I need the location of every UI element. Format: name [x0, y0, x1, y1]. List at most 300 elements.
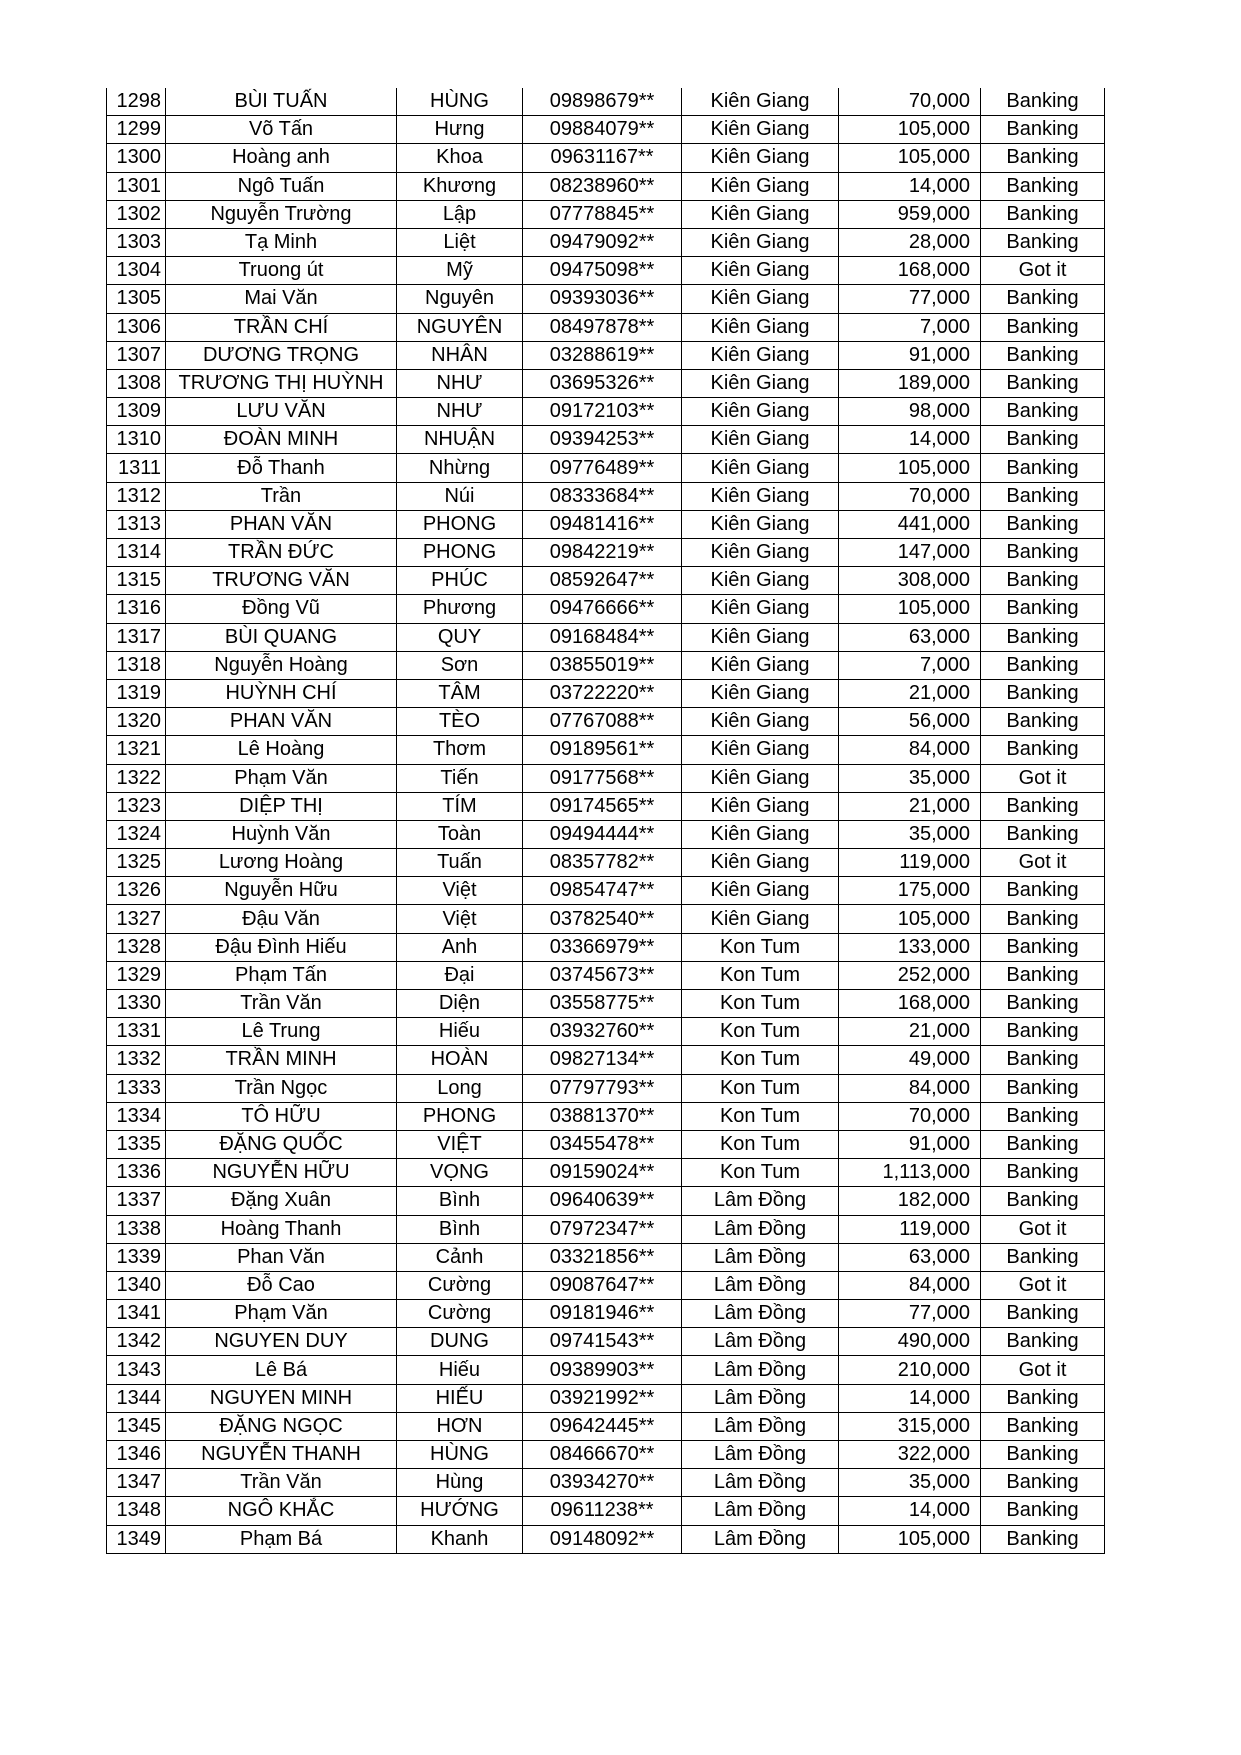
province-cell: Kiên Giang [682, 877, 839, 905]
payment-method-cell: Banking [981, 961, 1105, 989]
table-row [107, 1159, 1105, 1187]
table-row [107, 510, 1105, 538]
amount-cell: 70,000 [839, 1102, 981, 1130]
payment-method-cell: Banking [981, 1328, 1105, 1356]
phone-cell: 09898679** [523, 88, 682, 116]
province-cell: Kiên Giang [682, 708, 839, 736]
last-name-cell: ĐẶNG NGỌC [166, 1412, 397, 1440]
last-name-cell: Lương Hoàng [166, 849, 397, 877]
first-name-cell: HƯỚNG [397, 1497, 523, 1525]
row-number-cell: 1331 [107, 1018, 166, 1046]
table-row [107, 820, 1105, 848]
payment-method-cell: Banking [981, 426, 1105, 454]
row-number-cell: 1305 [107, 285, 166, 313]
province-cell: Kiên Giang [682, 510, 839, 538]
payment-method-cell: Banking [981, 454, 1105, 482]
amount-cell: 70,000 [839, 88, 981, 116]
province-cell: Lâm Đồng [682, 1441, 839, 1469]
amount-cell: 168,000 [839, 257, 981, 285]
table-row [107, 1271, 1105, 1299]
province-cell: Kon Tum [682, 1046, 839, 1074]
amount-cell: 119,000 [839, 849, 981, 877]
amount-cell: 210,000 [839, 1356, 981, 1384]
table-row [107, 1525, 1105, 1553]
row-number-cell: 1318 [107, 651, 166, 679]
province-cell: Kiên Giang [682, 567, 839, 595]
first-name-cell: PHONG [397, 539, 523, 567]
phone-cell: 03722220** [523, 679, 682, 707]
last-name-cell: Phạm Bá [166, 1525, 397, 1553]
phone-cell: 03782540** [523, 905, 682, 933]
last-name-cell: Lê Bá [166, 1356, 397, 1384]
phone-cell: 08497878** [523, 313, 682, 341]
payment-method-cell: Banking [981, 285, 1105, 313]
first-name-cell: DUNG [397, 1328, 523, 1356]
phone-cell: 08357782** [523, 849, 682, 877]
first-name-cell: TÍM [397, 792, 523, 820]
first-name-cell: Việt [397, 905, 523, 933]
row-number-cell: 1339 [107, 1243, 166, 1271]
first-name-cell: Đại [397, 961, 523, 989]
last-name-cell: Trần Văn [166, 990, 397, 1018]
payment-method-cell: Banking [981, 933, 1105, 961]
amount-cell: 105,000 [839, 595, 981, 623]
payment-method-cell: Banking [981, 341, 1105, 369]
amount-cell: 105,000 [839, 144, 981, 172]
first-name-cell: TÂM [397, 679, 523, 707]
province-cell: Kiên Giang [682, 651, 839, 679]
table-row [107, 905, 1105, 933]
payment-method-cell: Banking [981, 1046, 1105, 1074]
phone-cell: 03455478** [523, 1130, 682, 1158]
first-name-cell: Hiếu [397, 1018, 523, 1046]
table-row [107, 961, 1105, 989]
province-cell: Kiên Giang [682, 341, 839, 369]
phone-cell: 09776489** [523, 454, 682, 482]
last-name-cell: TRƯƠNG VĂN [166, 567, 397, 595]
row-number-cell: 1314 [107, 539, 166, 567]
table-row [107, 1300, 1105, 1328]
phone-cell: 09842219** [523, 539, 682, 567]
row-number-cell: 1347 [107, 1469, 166, 1497]
phone-cell: 03366979** [523, 933, 682, 961]
phone-cell: 09479092** [523, 228, 682, 256]
row-number-cell: 1326 [107, 877, 166, 905]
payment-method-cell: Banking [981, 1441, 1105, 1469]
payment-method-cell: Banking [981, 877, 1105, 905]
phone-cell: 07778845** [523, 200, 682, 228]
first-name-cell: TÈO [397, 708, 523, 736]
phone-cell: 09481416** [523, 510, 682, 538]
province-cell: Kiên Giang [682, 792, 839, 820]
last-name-cell: Đồng Vũ [166, 595, 397, 623]
amount-cell: 1,113,000 [839, 1159, 981, 1187]
payment-method-cell: Banking [981, 116, 1105, 144]
province-cell: Kiên Giang [682, 539, 839, 567]
province-cell: Kiên Giang [682, 764, 839, 792]
first-name-cell: NGUYÊN [397, 313, 523, 341]
payment-method-cell: Banking [981, 398, 1105, 426]
amount-cell: 441,000 [839, 510, 981, 538]
table-row [107, 144, 1105, 172]
first-name-cell: Sơn [397, 651, 523, 679]
amount-cell: 63,000 [839, 1243, 981, 1271]
last-name-cell: Trần Văn [166, 1469, 397, 1497]
first-name-cell: VỌNG [397, 1159, 523, 1187]
row-number-cell: 1302 [107, 200, 166, 228]
province-cell: Kiên Giang [682, 116, 839, 144]
last-name-cell: ĐẶNG QUỐC [166, 1130, 397, 1158]
first-name-cell: Núi [397, 482, 523, 510]
last-name-cell: PHAN VĂN [166, 708, 397, 736]
first-name-cell: Khoa [397, 144, 523, 172]
row-number-cell: 1342 [107, 1328, 166, 1356]
amount-cell: 490,000 [839, 1328, 981, 1356]
first-name-cell: Hưng [397, 116, 523, 144]
payment-method-cell: Banking [981, 623, 1105, 651]
payment-method-cell: Banking [981, 567, 1105, 595]
last-name-cell: DƯƠNG TRỌNG [166, 341, 397, 369]
amount-cell: 84,000 [839, 1074, 981, 1102]
table-row [107, 228, 1105, 256]
row-number-cell: 1330 [107, 990, 166, 1018]
phone-cell: 09181946** [523, 1300, 682, 1328]
phone-cell: 08466670** [523, 1441, 682, 1469]
amount-cell: 35,000 [839, 820, 981, 848]
phone-cell: 09642445** [523, 1412, 682, 1440]
table-row [107, 736, 1105, 764]
amount-cell: 7,000 [839, 651, 981, 679]
province-cell: Kon Tum [682, 1130, 839, 1158]
table-row [107, 877, 1105, 905]
province-cell: Lâm Đồng [682, 1243, 839, 1271]
phone-cell: 09741543** [523, 1328, 682, 1356]
amount-cell: 70,000 [839, 482, 981, 510]
table-row [107, 623, 1105, 651]
row-number-cell: 1299 [107, 116, 166, 144]
row-number-cell: 1319 [107, 679, 166, 707]
last-name-cell: Đặng Xuân [166, 1187, 397, 1215]
row-number-cell: 1334 [107, 1102, 166, 1130]
province-cell: Kon Tum [682, 961, 839, 989]
phone-cell: 03934270** [523, 1469, 682, 1497]
phone-cell: 09611238** [523, 1497, 682, 1525]
first-name-cell: Mỹ [397, 257, 523, 285]
payment-method-cell: Banking [981, 313, 1105, 341]
province-cell: Lâm Đồng [682, 1271, 839, 1299]
first-name-cell: Thơm [397, 736, 523, 764]
last-name-cell: TRẦN CHÍ [166, 313, 397, 341]
first-name-cell: Khương [397, 172, 523, 200]
phone-cell: 03558775** [523, 990, 682, 1018]
table-row [107, 679, 1105, 707]
amount-cell: 56,000 [839, 708, 981, 736]
first-name-cell: Liệt [397, 228, 523, 256]
payment-method-cell: Banking [981, 200, 1105, 228]
row-number-cell: 1341 [107, 1300, 166, 1328]
table-row [107, 313, 1105, 341]
first-name-cell: NHÂN [397, 341, 523, 369]
amount-cell: 35,000 [839, 1469, 981, 1497]
province-cell: Kiên Giang [682, 313, 839, 341]
table-row [107, 792, 1105, 820]
first-name-cell: Anh [397, 933, 523, 961]
row-number-cell: 1313 [107, 510, 166, 538]
province-cell: Kiên Giang [682, 482, 839, 510]
first-name-cell: HÙNG [397, 1441, 523, 1469]
amount-cell: 21,000 [839, 679, 981, 707]
table-row [107, 398, 1105, 426]
phone-cell: 03745673** [523, 961, 682, 989]
row-number-cell: 1335 [107, 1130, 166, 1158]
province-cell: Kiên Giang [682, 228, 839, 256]
first-name-cell: Cảnh [397, 1243, 523, 1271]
amount-cell: 322,000 [839, 1441, 981, 1469]
province-cell: Kiên Giang [682, 398, 839, 426]
province-cell: Kiên Giang [682, 454, 839, 482]
last-name-cell: Nguyễn Hữu [166, 877, 397, 905]
phone-cell: 09389903** [523, 1356, 682, 1384]
payment-method-cell: Banking [981, 228, 1105, 256]
row-number-cell: 1322 [107, 764, 166, 792]
last-name-cell: NGUYEN MINH [166, 1384, 397, 1412]
province-cell: Kiên Giang [682, 369, 839, 397]
amount-cell: 105,000 [839, 454, 981, 482]
table-row [107, 1497, 1105, 1525]
table-row [107, 1469, 1105, 1497]
payment-method-cell: Banking [981, 1102, 1105, 1130]
last-name-cell: PHAN VĂN [166, 510, 397, 538]
province-cell: Kon Tum [682, 1159, 839, 1187]
amount-cell: 119,000 [839, 1215, 981, 1243]
last-name-cell: TÔ HỮU [166, 1102, 397, 1130]
province-cell: Lâm Đồng [682, 1384, 839, 1412]
table-row [107, 285, 1105, 313]
phone-cell: 09631167** [523, 144, 682, 172]
table-row [107, 454, 1105, 482]
first-name-cell: Lập [397, 200, 523, 228]
province-cell: Kon Tum [682, 1074, 839, 1102]
province-cell: Kiên Giang [682, 623, 839, 651]
province-cell: Kon Tum [682, 933, 839, 961]
table-row [107, 88, 1105, 116]
last-name-cell: Mai Văn [166, 285, 397, 313]
phone-cell: 09827134** [523, 1046, 682, 1074]
province-cell: Lâm Đồng [682, 1497, 839, 1525]
table-body [107, 88, 1105, 1553]
amount-cell: 77,000 [839, 285, 981, 313]
last-name-cell: Ngô Tuấn [166, 172, 397, 200]
row-number-cell: 1308 [107, 369, 166, 397]
amount-cell: 84,000 [839, 736, 981, 764]
last-name-cell: Đỗ Thanh [166, 454, 397, 482]
payment-method-cell: Banking [981, 1243, 1105, 1271]
row-number-cell: 1298 [107, 88, 166, 116]
row-number-cell: 1336 [107, 1159, 166, 1187]
province-cell: Kiên Giang [682, 172, 839, 200]
last-name-cell: Truong út [166, 257, 397, 285]
phone-cell: 09177568** [523, 764, 682, 792]
amount-cell: 49,000 [839, 1046, 981, 1074]
last-name-cell: NGUYỄN HỮU [166, 1159, 397, 1187]
row-number-cell: 1317 [107, 623, 166, 651]
amount-cell: 14,000 [839, 1384, 981, 1412]
payment-method-cell: Banking [981, 792, 1105, 820]
province-cell: Kiên Giang [682, 595, 839, 623]
province-cell: Lâm Đồng [682, 1412, 839, 1440]
row-number-cell: 1315 [107, 567, 166, 595]
row-number-cell: 1349 [107, 1525, 166, 1553]
row-number-cell: 1329 [107, 961, 166, 989]
table-row [107, 1018, 1105, 1046]
row-number-cell: 1316 [107, 595, 166, 623]
row-number-cell: 1320 [107, 708, 166, 736]
payment-method-cell: Banking [981, 1300, 1105, 1328]
payment-method-cell: Got it [981, 1271, 1105, 1299]
row-number-cell: 1346 [107, 1441, 166, 1469]
last-name-cell: Đậu Văn [166, 905, 397, 933]
amount-cell: 7,000 [839, 313, 981, 341]
first-name-cell: NHƯ [397, 369, 523, 397]
last-name-cell: Trần [166, 482, 397, 510]
amount-cell: 175,000 [839, 877, 981, 905]
phone-cell: 03288619** [523, 341, 682, 369]
payment-method-cell: Banking [981, 172, 1105, 200]
row-number-cell: 1328 [107, 933, 166, 961]
table-row [107, 1130, 1105, 1158]
payment-method-cell: Banking [981, 1074, 1105, 1102]
last-name-cell: Phạm Văn [166, 1300, 397, 1328]
phone-cell: 09494444** [523, 820, 682, 848]
last-name-cell: NGUYEN DUY [166, 1328, 397, 1356]
last-name-cell: Lê Trung [166, 1018, 397, 1046]
amount-cell: 105,000 [839, 905, 981, 933]
table-row [107, 1384, 1105, 1412]
province-cell: Kiên Giang [682, 200, 839, 228]
phone-cell: 03921992** [523, 1384, 682, 1412]
phone-cell: 08238960** [523, 172, 682, 200]
first-name-cell: Cường [397, 1300, 523, 1328]
province-cell: Kiên Giang [682, 257, 839, 285]
first-name-cell: Nguyên [397, 285, 523, 313]
table-row [107, 849, 1105, 877]
amount-cell: 959,000 [839, 200, 981, 228]
row-number-cell: 1332 [107, 1046, 166, 1074]
table-row [107, 257, 1105, 285]
amount-cell: 21,000 [839, 1018, 981, 1046]
amount-cell: 77,000 [839, 1300, 981, 1328]
row-number-cell: 1312 [107, 482, 166, 510]
last-name-cell: Trần Ngọc [166, 1074, 397, 1102]
first-name-cell: PHÚC [397, 567, 523, 595]
first-name-cell: Bình [397, 1215, 523, 1243]
amount-cell: 28,000 [839, 228, 981, 256]
last-name-cell: BÙI TUẤN [166, 88, 397, 116]
amount-cell: 91,000 [839, 341, 981, 369]
table-row [107, 482, 1105, 510]
row-number-cell: 1304 [107, 257, 166, 285]
payment-method-cell: Banking [981, 679, 1105, 707]
last-name-cell: NGÔ KHẮC [166, 1497, 397, 1525]
last-name-cell: NGUYỄN THANH [166, 1441, 397, 1469]
phone-cell: 09168484** [523, 623, 682, 651]
payment-method-cell: Banking [981, 510, 1105, 538]
phone-cell: 09884079** [523, 116, 682, 144]
province-cell: Kon Tum [682, 1018, 839, 1046]
amount-cell: 91,000 [839, 1130, 981, 1158]
amount-cell: 147,000 [839, 539, 981, 567]
row-number-cell: 1321 [107, 736, 166, 764]
first-name-cell: Hùng [397, 1469, 523, 1497]
amount-cell: 14,000 [839, 172, 981, 200]
last-name-cell: TRẦN ĐỨC [166, 539, 397, 567]
payment-method-cell: Banking [981, 1412, 1105, 1440]
table-row [107, 116, 1105, 144]
payment-method-cell: Got it [981, 764, 1105, 792]
last-name-cell: Đỗ Cao [166, 1271, 397, 1299]
province-cell: Kiên Giang [682, 905, 839, 933]
phone-cell: 03321856** [523, 1243, 682, 1271]
row-number-cell: 1307 [107, 341, 166, 369]
phone-cell: 09476666** [523, 595, 682, 623]
province-cell: Kon Tum [682, 990, 839, 1018]
data-table [106, 88, 1105, 1554]
first-name-cell: Phương [397, 595, 523, 623]
payment-method-cell: Banking [981, 369, 1105, 397]
province-cell: Kon Tum [682, 1102, 839, 1130]
phone-cell: 03695326** [523, 369, 682, 397]
last-name-cell: DIỆP THỊ [166, 792, 397, 820]
payment-method-cell: Got it [981, 1356, 1105, 1384]
payment-method-cell: Banking [981, 482, 1105, 510]
row-number-cell: 1338 [107, 1215, 166, 1243]
province-cell: Lâm Đồng [682, 1215, 839, 1243]
table-row [107, 1243, 1105, 1271]
first-name-cell: HOÀN [397, 1046, 523, 1074]
table-row [107, 172, 1105, 200]
phone-cell: 09189561** [523, 736, 682, 764]
first-name-cell: VIỆT [397, 1130, 523, 1158]
payment-method-cell: Banking [981, 88, 1105, 116]
last-name-cell: Hoàng Thanh [166, 1215, 397, 1243]
province-cell: Lâm Đồng [682, 1356, 839, 1384]
phone-cell: 03855019** [523, 651, 682, 679]
province-cell: Kiên Giang [682, 88, 839, 116]
first-name-cell: PHONG [397, 510, 523, 538]
amount-cell: 35,000 [839, 764, 981, 792]
first-name-cell: HÙNG [397, 88, 523, 116]
row-number-cell: 1327 [107, 905, 166, 933]
table-row [107, 1356, 1105, 1384]
phone-cell: 07767088** [523, 708, 682, 736]
amount-cell: 21,000 [839, 792, 981, 820]
payment-method-cell: Banking [981, 1497, 1105, 1525]
payment-method-cell: Banking [981, 708, 1105, 736]
amount-cell: 105,000 [839, 116, 981, 144]
last-name-cell: Phan Văn [166, 1243, 397, 1271]
table-row [107, 1441, 1105, 1469]
last-name-cell: Phạm Tấn [166, 961, 397, 989]
first-name-cell: HIẾU [397, 1384, 523, 1412]
last-name-cell: Lê Hoàng [166, 736, 397, 764]
payment-method-cell: Banking [981, 1187, 1105, 1215]
phone-cell: 08592647** [523, 567, 682, 595]
last-name-cell: Đậu Đình Hiếu [166, 933, 397, 961]
payment-method-cell: Banking [981, 820, 1105, 848]
last-name-cell: Phạm Văn [166, 764, 397, 792]
amount-cell: 252,000 [839, 961, 981, 989]
last-name-cell: LƯU VĂN [166, 398, 397, 426]
